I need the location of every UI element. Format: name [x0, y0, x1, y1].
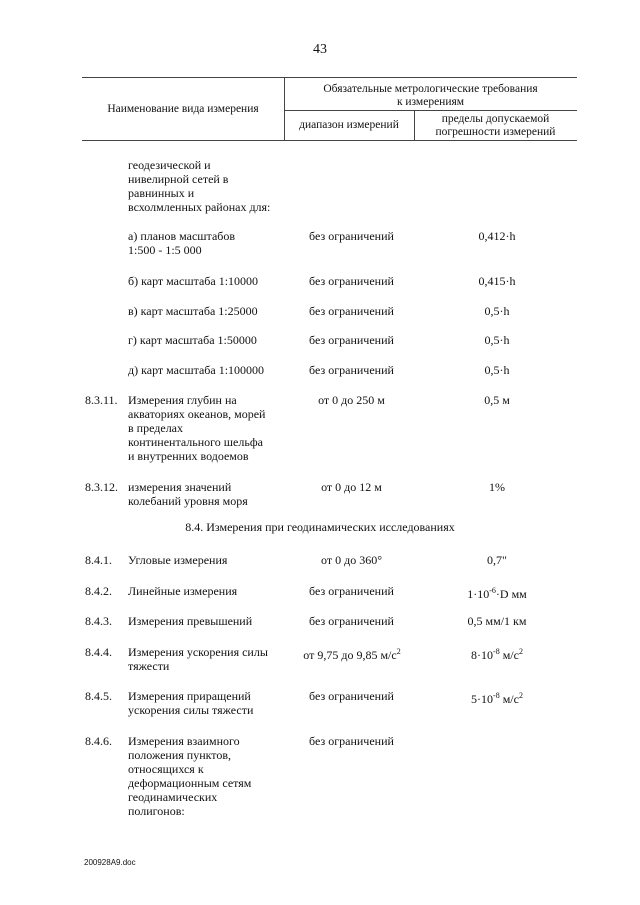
row-8311-line-4: континентального шельфа [128, 435, 263, 449]
sub-row-d-err: 0,5·h [484, 333, 510, 347]
row-8311-line-3: в пределах [128, 421, 184, 435]
row-8312-err: 1% [489, 480, 505, 494]
row-846-line-5: геодинамических [128, 790, 218, 804]
row-846-line-2: положения пунктов, [128, 748, 232, 762]
row-841-range: от 0 до 360° [321, 553, 382, 567]
sub-row-b-name: б) карт масштаба 1:10000 [128, 274, 259, 288]
sub-row-b-range: без ограничений [309, 274, 394, 288]
row-842-num: 8.4.2. [85, 584, 112, 598]
row-846-line-6: полигонов: [128, 804, 185, 818]
row-843-err: 0,5 мм/1 км [467, 614, 527, 628]
footer-filename: 200928A9.doc [84, 858, 136, 867]
header-col-range: диапазон измерений [299, 119, 399, 131]
row-8312-num: 8.3.12. [85, 480, 118, 494]
row-8312-line-2: колебаний уровня моря [128, 494, 248, 508]
section-84-title: 8.4. Измерения при геодинамических исследованиях [185, 520, 455, 534]
row-8311-range: от 0 до 250 м [318, 393, 385, 407]
sub-row-a-name: а) планов масштабов [128, 229, 236, 243]
intro-line-4: всхолмленных районах для: [128, 200, 271, 214]
sub-row-e-name: д) карт масштаба 1:100000 [128, 363, 265, 377]
intro-line-3: равнинных и [128, 186, 195, 200]
row-844-range-sup: 2 [396, 647, 401, 656]
row-844-err-sup2: 2 [518, 647, 523, 656]
row-8311-err: 0,5 м [484, 393, 510, 407]
row-846-line-3: относящихся к [128, 762, 204, 776]
sub-row-e-err: 0,5·h [484, 363, 510, 377]
row-845-err-a: 5·10 [471, 692, 494, 706]
row-844-err-a: 8·10 [471, 648, 494, 662]
row-841-name: Угловые измерения [128, 553, 228, 567]
row-845-range: без ограничений [309, 689, 394, 703]
sub-row-c-name: в) карт масштаба 1:25000 [128, 304, 258, 318]
header-col-err-2: погрешности измерений [435, 126, 556, 138]
header-col-req-1: Обязательные метрологические требования [323, 83, 538, 95]
row-843-range: без ограничений [309, 614, 394, 628]
row-844-err-sup: -8 [493, 647, 500, 656]
row-842-err-a: 1·10 [467, 587, 490, 601]
header-col-name: Наименование вида измерения [107, 103, 259, 115]
row-844-name-2: тяжести [128, 659, 170, 673]
page-number: 43 [313, 42, 327, 57]
sub-row-c-range: без ограничений [309, 304, 394, 318]
row-843-name: Измерения превышений [128, 614, 253, 628]
row-846-num: 8.4.6. [85, 734, 112, 748]
row-845-err-b: м/с [499, 692, 519, 706]
header-col-err-1: пределы допускаемой [441, 113, 550, 125]
row-845-err [422, 689, 572, 706]
sub-row-a-range: без ограничений [309, 229, 394, 243]
row-8312-range: от 0 до 12 м [321, 480, 382, 494]
header-top-line [82, 77, 577, 78]
row-842-range: без ограничений [309, 584, 394, 598]
row-846-line-4: деформационным сетям [128, 776, 252, 790]
header-mid-line [284, 110, 577, 111]
row-8311-line-2: акваториях океанов, морей [128, 407, 266, 421]
sub-row-c-err: 0,5·h [484, 304, 510, 318]
row-8311-num: 8.3.11. [85, 393, 118, 407]
header-bottom-line [82, 140, 577, 141]
row-844-name: Измерения ускорения силы [128, 645, 268, 659]
sub-row-e-range: без ограничений [309, 363, 394, 377]
row-846-range: без ограничений [309, 734, 394, 748]
row-842-err-b: ·D мм [495, 587, 527, 601]
sub-row-a-name-2: 1:500 - 1:5 000 [128, 243, 202, 257]
row-8311-line-1: Измерения глубин на [128, 393, 237, 407]
row-842-err-sup: -6 [489, 586, 496, 595]
row-844-num: 8.4.4. [85, 645, 112, 659]
row-844-range-a: от 9,75 до 9,85 м/с [303, 648, 397, 662]
intro-line-2: нивелирной сетей в [128, 172, 229, 186]
intro-line-1: геодезической и [128, 158, 211, 172]
sub-row-b-err: 0,415·h [478, 274, 516, 288]
row-845-name: Измерения приращений [128, 689, 251, 703]
row-842-name: Линейные измерения [128, 584, 238, 598]
row-8311-line-5: и внутренних водоемов [128, 449, 249, 463]
row-841-err: 0,7" [487, 553, 507, 567]
sub-row-d-range: без ограничений [309, 333, 394, 347]
row-8312-line-1: измерения значений [128, 480, 232, 494]
row-845-err-sup2: 2 [518, 691, 523, 700]
row-845-num: 8.4.5. [85, 689, 112, 703]
sub-row-a-err: 0,412·h [478, 229, 516, 243]
row-842-err [422, 584, 572, 601]
row-844-err-b: м/с [499, 648, 519, 662]
row-844-range [286, 645, 418, 662]
row-844-err [422, 645, 572, 662]
header-col-req-2: к измерениям [396, 96, 465, 108]
sub-row-d-name: г) карт масштаба 1:50000 [128, 333, 257, 347]
row-843-num: 8.4.3. [85, 614, 112, 628]
row-845-name-2: ускорения силы тяжести [128, 703, 254, 717]
row-845-err-sup: -8 [493, 691, 500, 700]
row-846-line-1: Измерения взаимного [128, 734, 240, 748]
row-841-num: 8.4.1. [85, 553, 112, 567]
